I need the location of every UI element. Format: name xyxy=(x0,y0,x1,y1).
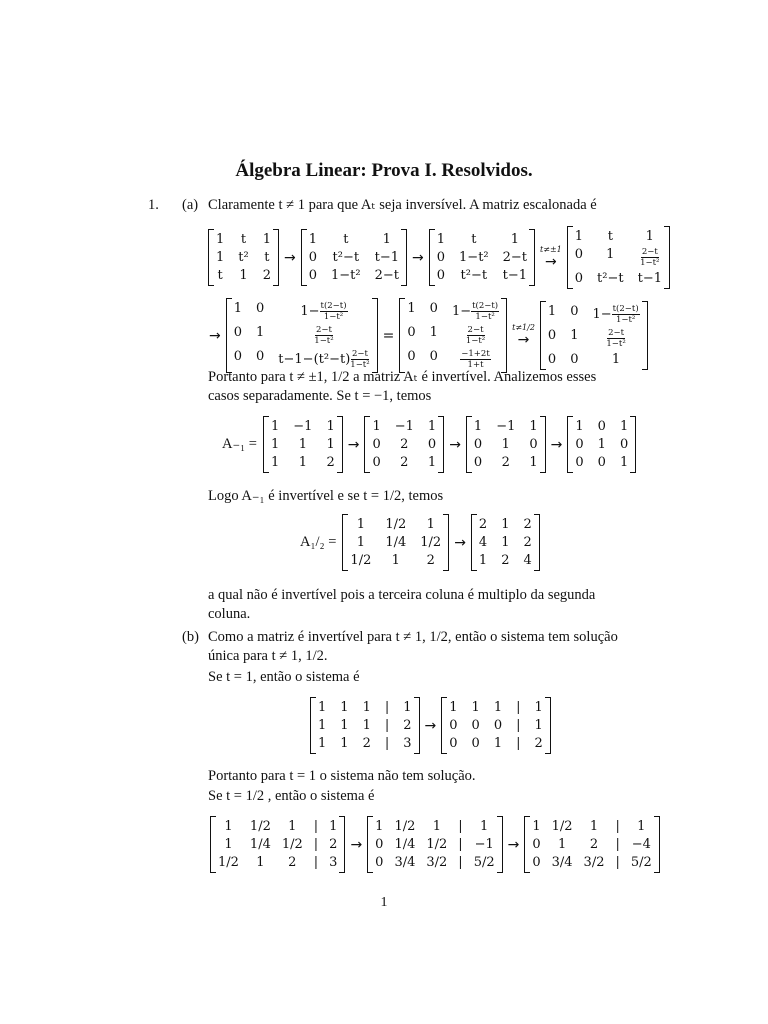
matrix-cell: 0 xyxy=(532,837,541,852)
numerator: 2−t xyxy=(467,325,484,335)
matrix-cell: 0 xyxy=(449,736,458,751)
numerator: t(2−t) xyxy=(472,301,499,311)
matrix-cell: 3/4 xyxy=(551,855,573,870)
condition-label: t≠±1 xyxy=(540,245,562,254)
matrix-cell: 2 xyxy=(589,837,599,852)
matrix-cell: 1/4 xyxy=(385,535,407,550)
matrix-cell: 1/2 xyxy=(420,535,442,550)
matrix-cell: 1/4 xyxy=(394,837,416,852)
part-a-text-2a: Portanto para t ≠ ±1, 1/2 a matriz Aₜ é invertível. Analizemos esses xyxy=(208,369,597,385)
matrix-cell: 1 xyxy=(403,700,412,715)
fraction xyxy=(350,349,369,370)
matrix-cell: 1 xyxy=(256,325,265,340)
denominator: 1−t² xyxy=(606,339,626,349)
matrix-cell: 1 xyxy=(471,700,480,715)
matrix-cell: 1 xyxy=(427,455,437,470)
matrix-cell: 1 xyxy=(449,700,458,715)
matrix-cell: 2 xyxy=(400,437,409,452)
page-title: Álgebra Linear: Prova I. Resolvidos. xyxy=(235,160,533,181)
matrix-row-half xyxy=(300,514,542,571)
matrix-cell: 0 xyxy=(575,455,584,470)
matrix xyxy=(567,226,670,289)
matrix-cell: 1 xyxy=(611,352,621,367)
matrix-cell: 0 xyxy=(471,718,480,733)
matrix-cell: 2 xyxy=(501,553,510,568)
matrix-cell: | xyxy=(615,855,620,870)
numerator: −1+2t xyxy=(461,349,490,359)
matrix-cell: | xyxy=(516,736,521,751)
matrix-cell: 3 xyxy=(403,736,412,751)
matrix-cell: 0 xyxy=(449,718,458,733)
matrix-cell: | xyxy=(615,837,620,852)
numerator: 2−t xyxy=(641,247,658,257)
matrix-cell: 2 xyxy=(478,517,488,532)
matrix-cell: 0 xyxy=(308,250,318,265)
matrix-cell: 2−t xyxy=(374,268,400,283)
matrix-cell: 1 xyxy=(270,437,280,452)
matrix-cell: | xyxy=(516,718,521,733)
matrix-cell: 1−t² xyxy=(459,250,489,265)
matrix-cell: 1 xyxy=(493,700,503,715)
matrix-cell: t−1 xyxy=(374,250,400,265)
fraction xyxy=(612,304,640,325)
matrix-cell: 1 xyxy=(407,301,416,316)
matrix-cell: 1 xyxy=(547,304,557,319)
matrix xyxy=(342,514,449,571)
fraction xyxy=(314,325,333,346)
arrow: → xyxy=(209,327,221,344)
matrix-cell xyxy=(452,349,499,370)
matrix-cell: 0 xyxy=(233,325,243,340)
matrix-cell: 1 xyxy=(619,419,629,434)
matrix-cell: 1 xyxy=(356,535,366,550)
matrix-cell: 1/2 xyxy=(551,819,573,834)
matrix-cell: 0 xyxy=(372,437,381,452)
matrix-cell: 2 xyxy=(523,535,532,550)
matrix-cell: 0 xyxy=(473,437,483,452)
matrix-cell: | xyxy=(313,837,319,852)
matrix-cell: −1 xyxy=(394,419,414,434)
matrix-cell: 2 xyxy=(403,718,412,733)
matrix-cell: 1 xyxy=(239,268,248,283)
arrow: → xyxy=(454,534,466,551)
part-a-text-2b: casos separadamente. Se t = −1, temos xyxy=(208,388,432,404)
matrix-cell: 0 xyxy=(473,455,483,470)
equals-sign: = xyxy=(382,327,395,344)
matrix-cell: 2 xyxy=(523,517,532,532)
matrix-cell: 1 xyxy=(426,517,435,532)
matrix-cell: 3/2 xyxy=(583,855,605,870)
matrix-cell: 0 xyxy=(529,437,538,452)
matrix-cell: 1 xyxy=(224,819,233,834)
matrix-cell: 0 xyxy=(429,349,438,364)
matrix-cell: 0 xyxy=(436,250,446,265)
matrix-cell: 1/2 xyxy=(385,517,407,532)
matrix-cell: t²−t xyxy=(332,250,360,265)
matrix-row-t1 xyxy=(308,697,553,754)
matrix-row-2 xyxy=(206,298,650,373)
augmented-matrix xyxy=(367,816,502,873)
matrix-cell: 2 xyxy=(362,736,371,751)
part-a-text-4a: a qual não é invertível pois a terceira coluna é multiplo da segunda xyxy=(208,587,596,603)
matrix-cell: | xyxy=(384,736,390,751)
expr: 1− xyxy=(451,304,472,319)
matrix-cell: 1 xyxy=(534,700,543,715)
part-b-label: (b) xyxy=(182,629,199,645)
matrix-cell: 1 xyxy=(432,819,441,834)
matrix-cell: 0 xyxy=(308,268,318,283)
denominator: 1−t² xyxy=(475,312,495,322)
matrix-cell: 3/2 xyxy=(426,855,448,870)
matrix xyxy=(466,416,546,473)
matrix-cell: 1 xyxy=(298,455,307,470)
matrix-cell: | xyxy=(313,855,319,870)
matrix-cell: −4 xyxy=(631,837,651,852)
arrow: → xyxy=(412,249,424,266)
matrix-cell: | xyxy=(458,855,463,870)
matrix-cell: 1 xyxy=(501,437,510,452)
matrix-cell: 1 xyxy=(501,535,510,550)
matrix-cell: 1 xyxy=(318,700,327,715)
conditional-arrow xyxy=(540,245,562,270)
matrix-cell: 1/2 xyxy=(426,837,448,852)
matrix-cell: 1 xyxy=(589,819,599,834)
matrix-cell: 0 xyxy=(574,271,584,286)
matrix xyxy=(208,229,279,286)
matrix-cell: 1 xyxy=(216,232,225,247)
matrix-cell: 0 xyxy=(429,301,438,316)
matrix-cell: 1/2 xyxy=(350,553,372,568)
matrix-cell: 2 xyxy=(262,268,271,283)
matrix-cell: 1 xyxy=(318,718,327,733)
arrow: → xyxy=(350,836,363,853)
matrix-cell: 1 xyxy=(298,437,307,452)
matrix-cell: 2 xyxy=(534,736,543,751)
matrix-cell: 1 xyxy=(619,455,629,470)
fraction xyxy=(466,325,485,346)
matrix xyxy=(364,416,444,473)
matrix-cell: 1/4 xyxy=(249,837,271,852)
part-a-text-4b: coluna. xyxy=(208,606,251,622)
matrix-cell: 1 xyxy=(340,700,349,715)
matrix-cell: 2−t xyxy=(502,250,528,265)
matrix-cell: 1 xyxy=(529,455,538,470)
matrix-cell: 0 xyxy=(597,419,606,434)
numerator: 2−t xyxy=(351,349,368,359)
matrix-cell: t² xyxy=(238,250,249,265)
matrix xyxy=(263,416,343,473)
matrix-cell: 2 xyxy=(426,553,435,568)
arrow: → xyxy=(424,717,437,734)
denominator: 1−t² xyxy=(323,312,344,322)
matrix-cell: 2 xyxy=(329,837,338,852)
matrix-row-thalf xyxy=(208,816,662,873)
matrix-name: A₁/₂ = xyxy=(300,534,337,550)
matrix-cell: | xyxy=(458,819,463,834)
matrix-cell: 1 xyxy=(216,250,225,265)
matrix-cell: 1 xyxy=(382,232,391,247)
matrix-name: A₋₁ = xyxy=(222,436,257,452)
matrix-cell: 1 xyxy=(501,517,510,532)
matrix xyxy=(471,514,540,571)
denominator: 1−t² xyxy=(350,360,370,370)
matrix-cell: t²−t xyxy=(597,271,624,286)
arrow: → xyxy=(347,436,360,453)
arrow: → xyxy=(545,254,557,270)
matrix-cell: 1 xyxy=(288,819,297,834)
matrix-cell: 0 xyxy=(547,328,557,343)
matrix-cell xyxy=(452,301,499,322)
matrix xyxy=(399,298,507,373)
numerator: t(2−t) xyxy=(320,301,347,311)
matrix-cell xyxy=(592,328,639,349)
matrix-row-minus1 xyxy=(222,416,638,473)
matrix-cell: 1−t² xyxy=(331,268,361,283)
matrix-cell: 2 xyxy=(501,455,510,470)
page-number: 1 xyxy=(380,895,388,910)
matrix-cell: t xyxy=(264,250,270,265)
arrow: → xyxy=(550,436,563,453)
part-a-intro: Claramente t ≠ 1 para que Aₜ seja inversível. A matriz escalonada é xyxy=(208,197,597,213)
matrix-cell: 1 xyxy=(308,232,318,247)
matrix-cell: 1/2 xyxy=(394,819,416,834)
arrow: → xyxy=(517,332,530,348)
matrix-cell xyxy=(278,301,369,322)
matrix-cell: 0 xyxy=(574,247,584,262)
part-b-text-1b: única para t ≠ 1, 1/2. xyxy=(208,648,328,664)
matrix-cell: 0 xyxy=(427,437,437,452)
numerator: t(2−t) xyxy=(612,304,639,314)
fraction xyxy=(640,247,659,268)
matrix-cell: 1 xyxy=(570,328,579,343)
matrix-cell: 3/4 xyxy=(394,855,416,870)
matrix-cell: 1 xyxy=(224,837,233,852)
matrix-cell: t xyxy=(240,232,247,247)
arrow: → xyxy=(507,836,520,853)
matrix-cell: 0 xyxy=(407,349,416,364)
fraction xyxy=(606,328,625,349)
matrix-cell: t²−t xyxy=(460,268,488,283)
matrix-cell xyxy=(592,304,639,325)
denominator: 1−t² xyxy=(615,315,636,325)
matrix xyxy=(540,301,648,370)
matrix-cell: 1 xyxy=(510,232,519,247)
matrix-cell: 1 xyxy=(326,419,335,434)
matrix-cell: t−1 xyxy=(637,271,662,286)
part-a-text-3: Logo A₋₁ é invertível e se t = 1/2, temos xyxy=(208,488,444,504)
matrix-cell: t xyxy=(343,232,349,247)
fraction xyxy=(460,349,490,370)
matrix-cell xyxy=(278,349,369,370)
numerator: 2−t xyxy=(608,328,625,338)
matrix-cell: 0 xyxy=(547,352,557,367)
matrix-cell: 1 xyxy=(262,232,271,247)
matrix-cell: 1 xyxy=(329,819,338,834)
matrix-cell: 1 xyxy=(606,247,615,262)
matrix-cell: 0 xyxy=(436,268,446,283)
matrix-cell: 0 xyxy=(619,437,629,452)
matrix-cell xyxy=(278,325,369,346)
matrix-cell: 2 xyxy=(326,455,335,470)
matrix-cell: 1 xyxy=(478,553,488,568)
matrix-cell: | xyxy=(516,700,521,715)
denominator: 1−t² xyxy=(465,336,486,346)
numerator: 2−t xyxy=(315,325,332,335)
matrix-cell: 5/2 xyxy=(630,855,652,870)
matrix-cell: 1 xyxy=(340,736,349,751)
matrix xyxy=(429,229,535,286)
matrix-cell: 1 xyxy=(270,455,280,470)
matrix-cell: 0 xyxy=(575,437,584,452)
matrix-cell: 0 xyxy=(570,304,579,319)
matrix-cell: | xyxy=(615,819,620,834)
matrix-cell: 1 xyxy=(493,736,503,751)
matrix-cell: 1 xyxy=(362,718,371,733)
matrix-cell: | xyxy=(384,718,390,733)
matrix-cell: 0 xyxy=(375,855,384,870)
part-b-text-3: Portanto para t = 1 o sistema não tem solução. xyxy=(208,768,476,784)
matrix-cell: 1 xyxy=(557,837,567,852)
augmented-matrix xyxy=(310,697,420,754)
matrix-cell: t xyxy=(607,229,613,244)
matrix-cell: 1 xyxy=(375,819,384,834)
matrix-cell: 4 xyxy=(478,535,488,550)
matrix-cell: 1 xyxy=(574,229,584,244)
matrix-cell: 1 xyxy=(427,419,437,434)
matrix-cell: −1 xyxy=(474,837,494,852)
matrix xyxy=(226,298,378,373)
arrow: → xyxy=(284,249,296,266)
part-b-text-4: Se t = 1/2 , então o sistema é xyxy=(208,788,375,804)
matrix-cell: 0 xyxy=(407,325,416,340)
matrix-cell: 1/2 xyxy=(249,819,271,834)
matrix-cell: 1 xyxy=(326,437,335,452)
matrix-cell: t xyxy=(471,232,477,247)
matrix-cell: 1 xyxy=(597,437,606,452)
matrix-cell: 1 xyxy=(391,553,400,568)
part-a-label: (a) xyxy=(182,197,199,213)
matrix-cell: | xyxy=(313,819,319,834)
matrix-cell: 0 xyxy=(375,837,384,852)
question-number: 1. xyxy=(148,197,159,213)
matrix-cell: 0 xyxy=(597,455,606,470)
expr: t−1−(t²−t) xyxy=(278,352,351,367)
matrix-cell: 1 xyxy=(480,819,489,834)
matrix xyxy=(301,229,407,286)
matrix-cell: 1/2 xyxy=(281,837,303,852)
matrix-cell: 0 xyxy=(493,718,503,733)
matrix-cell: −1 xyxy=(496,419,516,434)
matrix-cell: 1 xyxy=(256,855,265,870)
part-b-text-1a: Como a matriz é invertível para t ≠ 1, 1/2, então o sistema tem solução xyxy=(208,629,618,645)
matrix-cell: 1 xyxy=(436,232,446,247)
expr: 1− xyxy=(300,304,320,319)
matrix-cell: 1 xyxy=(233,301,243,316)
augmented-matrix xyxy=(210,816,345,873)
matrix-cell: 0 xyxy=(372,455,381,470)
matrix-cell: | xyxy=(384,700,390,715)
part-b-text-2: Se t = 1, então o sistema é xyxy=(208,669,360,685)
matrix-cell: 0 xyxy=(256,349,265,364)
matrix-cell: 0 xyxy=(256,301,265,316)
matrix-cell: 0 xyxy=(471,736,480,751)
matrix-cell: 3 xyxy=(329,855,338,870)
fraction xyxy=(471,301,499,322)
matrix-cell: 1 xyxy=(575,419,584,434)
matrix-cell: 1 xyxy=(532,819,541,834)
matrix-cell: 1 xyxy=(356,517,366,532)
matrix-cell: 1 xyxy=(637,819,646,834)
matrix-cell: 2 xyxy=(400,455,409,470)
matrix-cell: 1 xyxy=(372,419,381,434)
matrix-cell: 0 xyxy=(570,352,579,367)
denominator: 1−t² xyxy=(314,336,334,346)
matrix-cell: t xyxy=(217,268,223,283)
matrix-cell: 1 xyxy=(534,718,543,733)
denominator: 1+t xyxy=(467,360,484,370)
matrix-cell: −1 xyxy=(293,419,313,434)
matrix-row-1 xyxy=(206,226,672,289)
matrix-cell: 1 xyxy=(362,700,371,715)
matrix xyxy=(567,416,636,473)
conditional-arrow xyxy=(512,323,535,348)
matrix-cell: 0 xyxy=(233,349,243,364)
augmented-matrix xyxy=(524,816,659,873)
arrow: → xyxy=(449,436,461,453)
matrix-cell: 1 xyxy=(340,718,349,733)
matrix-cell: | xyxy=(458,837,463,852)
matrix-cell: 2 xyxy=(288,855,297,870)
condition-label: t≠1/2 xyxy=(512,323,535,332)
matrix-cell: 1 xyxy=(429,325,438,340)
matrix-cell: 1 xyxy=(473,419,483,434)
matrix-cell: 5/2 xyxy=(473,855,495,870)
matrix-cell: 0 xyxy=(532,855,541,870)
augmented-matrix xyxy=(441,697,551,754)
matrix-cell: 1 xyxy=(529,419,538,434)
matrix-cell xyxy=(452,325,499,346)
matrix-cell xyxy=(638,247,662,268)
matrix-cell: 4 xyxy=(523,553,532,568)
matrix-cell: 1 xyxy=(270,419,280,434)
expr: 1− xyxy=(592,307,612,322)
matrix-cell: 1 xyxy=(318,736,327,751)
matrix-cell: t−1 xyxy=(502,268,528,283)
denominator: 1−t² xyxy=(640,258,660,268)
matrix-cell: 1/2 xyxy=(218,855,239,870)
matrix-cell: 1 xyxy=(645,229,654,244)
fraction xyxy=(320,301,348,322)
